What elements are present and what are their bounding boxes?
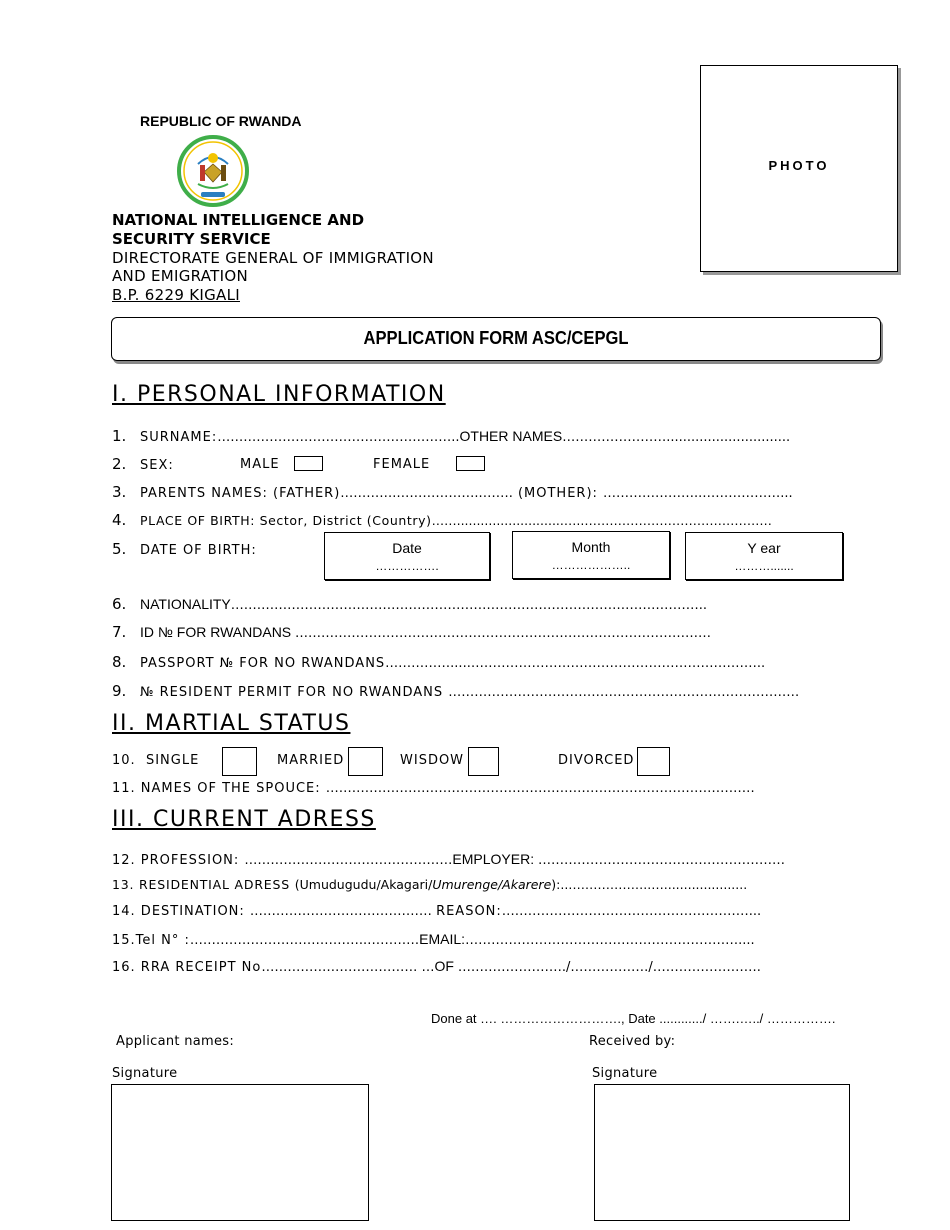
republic-title: REPUBLIC OF RWANDA: [140, 113, 302, 129]
section-personal-title: I. PERSONAL INFORMATION: [112, 382, 446, 407]
male-checkbox[interactable]: [294, 456, 323, 471]
status-widow-label: WISDOW: [400, 753, 465, 768]
applicant-signature-label: Signature: [112, 1066, 178, 1081]
female-checkbox[interactable]: [456, 456, 485, 471]
sex-row: 2. SEX:: [112, 455, 174, 473]
dob-row: 5. DATE OF BIRTH:: [112, 540, 257, 558]
org-name: NATIONAL INTELLIGENCE AND SECURITY SERVICE: [112, 211, 365, 248]
divorced-checkbox[interactable]: [637, 747, 670, 776]
parents-row[interactable]: 3. PARENTS NAMES: (FATHER)………….………………..……. (MOTHER): …………………..………………...: [112, 483, 793, 501]
married-checkbox[interactable]: [348, 747, 383, 776]
photo-box[interactable]: [700, 65, 898, 272]
nationality-row[interactable]: 6. NATIONALITY………………………………………………………………………………………………..: [112, 595, 708, 613]
male-label: MALE: [240, 457, 280, 472]
done-at-line[interactable]: Done at …. ………………………., Date ............/ …….…../ …………….: [431, 1011, 836, 1026]
section-marital-title: II. MARTIAL STATUS: [112, 711, 351, 736]
widow-checkbox[interactable]: [468, 747, 499, 776]
applicant-signature-box[interactable]: [111, 1084, 369, 1221]
passport-row[interactable]: 8. PASSPORT № FOR NO RWANDANS…………….....…………………………………………………………..: [112, 653, 766, 671]
resident-permit-row[interactable]: 9. № RESIDENT PERMIT FOR NO RWANDANS ………………………………………………………………………: [112, 682, 800, 700]
tel-email-row[interactable]: 15.Tel N° :…………………………………..…………EMAIL:………………………………………………………....: [112, 931, 755, 948]
status-single-label: 10. SINGLE: [112, 753, 200, 768]
profession-row[interactable]: 12. PROFESSION: …………………………………………EMPLOYER: …………………………………………………: [112, 851, 786, 868]
spouse-row[interactable]: 11. NAMES OF THE SPOUCE: ………………………………………………………………………………………: [112, 781, 755, 796]
dob-date-box[interactable]: Date …………….: [324, 532, 490, 580]
postal-address: B.P. 6229 KIGALI: [112, 286, 240, 304]
status-married-label: MARRIED: [277, 753, 345, 768]
destination-row[interactable]: 14. DESTINATION: …………………………………… REASON:…………………………………………………...: [112, 904, 762, 919]
birthplace-row[interactable]: 4. PLACE OF BIRTH: Sector, District (Country)……...........................…..………………………………………: [112, 511, 772, 529]
section-address-title: III. CURRENT ADRESS: [112, 807, 376, 832]
id-row[interactable]: 7. ID № FOR RWANDANS ……………………………………………………………………………………: [112, 623, 712, 641]
receiver-signature-label: Signature: [592, 1066, 658, 1081]
form-title: APPLICATION FORM ASC/CEPGL: [363, 328, 629, 348]
form-title-box: [111, 317, 881, 361]
single-checkbox[interactable]: [222, 747, 257, 776]
status-divorced-label: DIVORCED: [558, 753, 635, 768]
national-emblem-icon: [176, 134, 250, 212]
residential-row[interactable]: 13. RESIDENTIAL ADRESS (Umudugudu/Akagari/Umurenge/Akarere):..………………..….....................: [112, 877, 748, 892]
receiver-signature-box[interactable]: [594, 1084, 850, 1221]
department-name: DIRECTORATE GENERAL OF IMMIGRATION AND EMIGRATION: [112, 249, 434, 285]
female-label: FEMALE: [373, 457, 431, 472]
dob-year-box[interactable]: Y ear ……….......: [685, 532, 843, 580]
surname-row[interactable]: 1. SURNAME:………………………………………………..OTHER NAMES……………………..............................: [112, 427, 791, 445]
received-by-label: Received by:: [589, 1034, 676, 1049]
photo-label: PHOTO: [768, 158, 830, 173]
rra-receipt-row[interactable]: 16. RRA RECEIPT No……………………………… …OF ……………………./………………/…………………….: [112, 958, 761, 975]
dob-month-box[interactable]: Month ………………..: [512, 531, 670, 579]
applicant-names-label: Applicant names:: [116, 1034, 235, 1049]
